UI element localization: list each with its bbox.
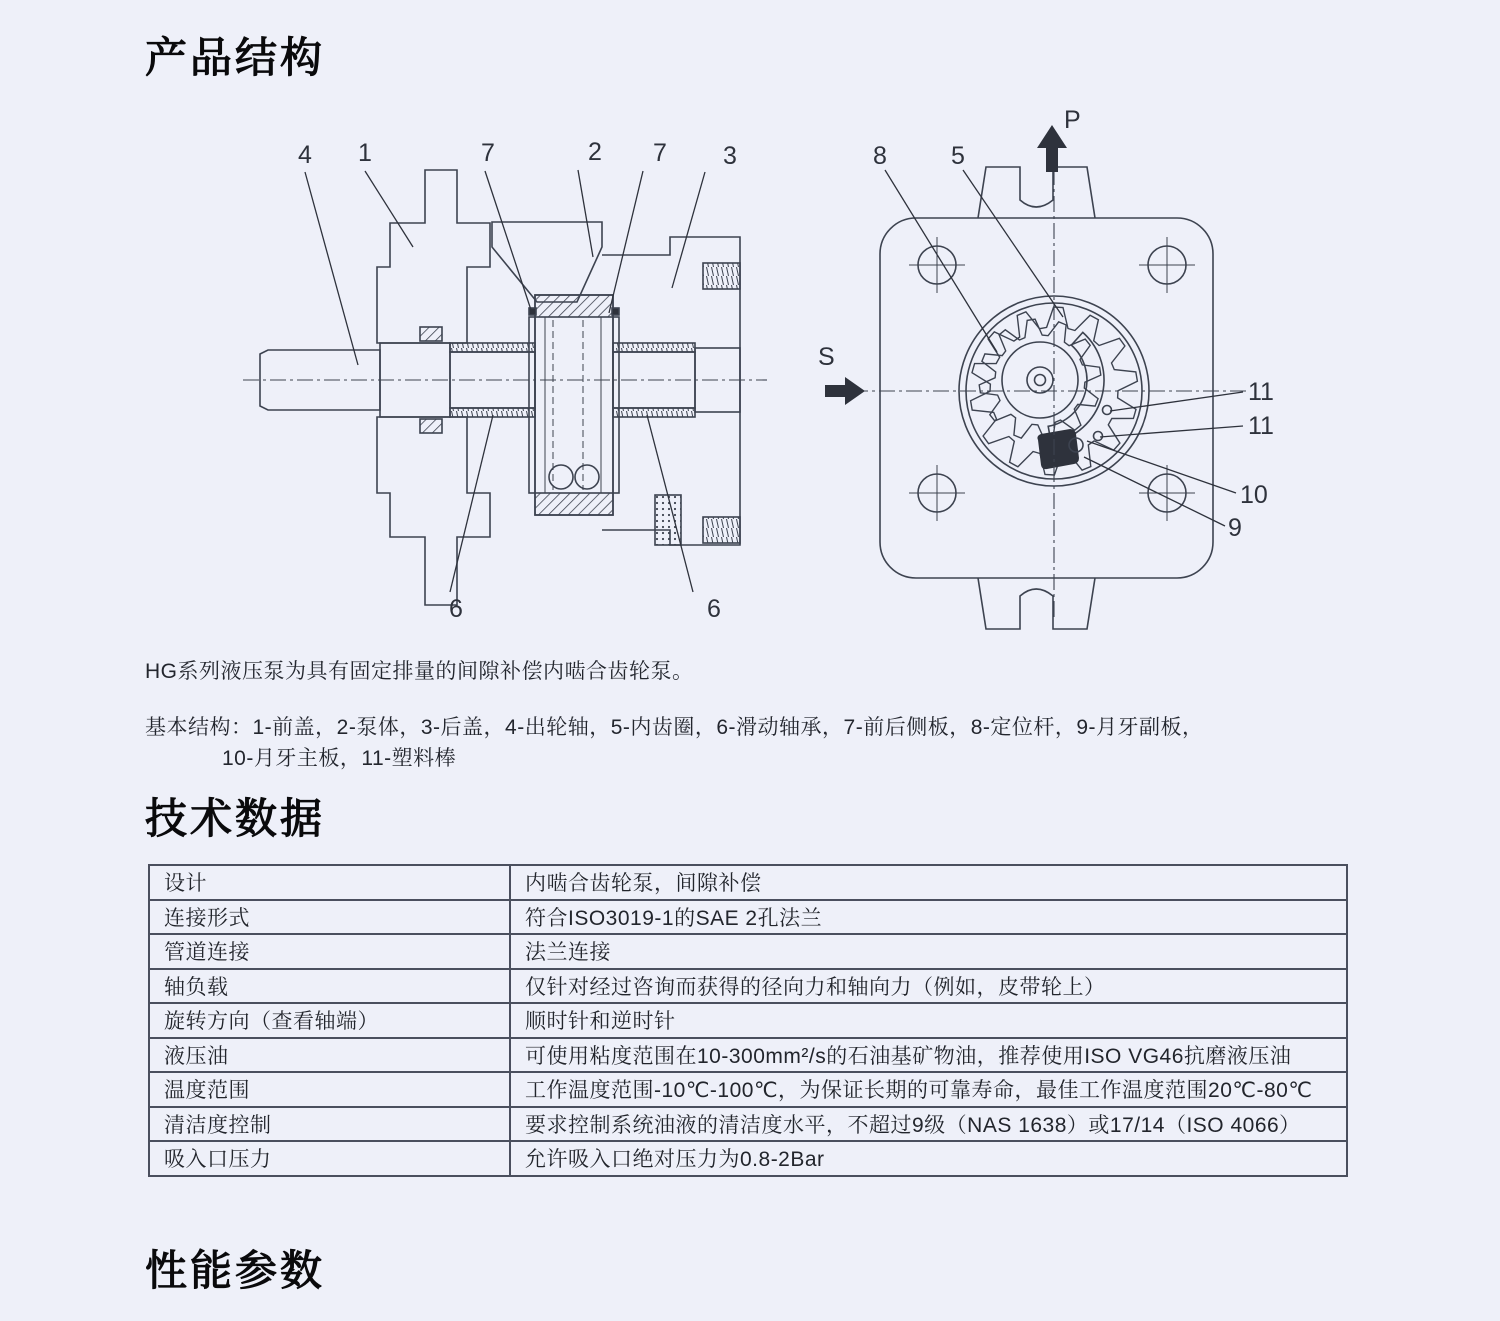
callout-2: 2 — [588, 138, 602, 166]
row-value: 可使用粘度范围在10-300mm²/s的石油基矿物油，推荐使用ISO VG46抗磨液压油 — [510, 1038, 1347, 1073]
table-row — [149, 900, 1347, 935]
section-title-performance-parameters: 性能参数 — [145, 1247, 326, 1294]
plastic-rod-lower — [1094, 432, 1103, 441]
row-label: 连接形式 — [149, 900, 510, 935]
callout-3: 3 — [723, 142, 737, 170]
flange-body — [880, 218, 1213, 578]
row-label: 吸入口压力 — [149, 1141, 510, 1176]
flange-bottom-boss — [978, 578, 1095, 629]
callout-11a: 11 — [1248, 378, 1274, 406]
row-value: 允许吸入口绝对压力为0.8-2Bar — [510, 1141, 1347, 1176]
basic-structure-line2: 10-月牙主板，11-塑料棒 — [222, 747, 457, 770]
row-label: 管道连接 — [149, 934, 510, 969]
callout-4: 4 — [298, 141, 312, 169]
crescent-plate — [1048, 332, 1104, 443]
flange-top-boss — [978, 167, 1095, 218]
callout-7a: 7 — [481, 139, 495, 167]
row-value: 符合ISO3019-1的SAE 2孔法兰 — [510, 900, 1347, 935]
technical-data-table — [148, 864, 1348, 1177]
port-label-p: P — [1064, 106, 1081, 134]
callout-5: 5 — [951, 142, 965, 170]
bearing-hatch-bottom — [535, 493, 613, 515]
table-row — [149, 1107, 1347, 1142]
table-row — [149, 1072, 1347, 1107]
row-label: 旋转方向（查看轴端） — [149, 1003, 510, 1038]
row-value: 要求控制系统油液的清洁度水平，不超过9级（NAS 1638）或17/14（ISO 4066） — [510, 1107, 1347, 1142]
callout-6b: 6 — [707, 595, 721, 623]
rear-plug-bottom — [703, 517, 740, 543]
pump-body-outline — [492, 222, 602, 302]
front-cover-outline-lower — [377, 417, 490, 605]
table-row — [149, 1003, 1347, 1038]
row-value: 法兰连接 — [510, 934, 1347, 969]
pinion-gear — [979, 319, 1101, 441]
section-title-product-structure: 产品结构 — [145, 34, 326, 81]
callout-1: 1 — [358, 139, 372, 167]
filter-dotted-area — [655, 495, 681, 545]
plastic-rod-upper — [1103, 406, 1112, 415]
callout-9: 9 — [1228, 514, 1242, 542]
row-label: 设计 — [149, 865, 510, 900]
row-value: 仅针对经过咨询而获得的径向力和轴向力（例如，皮带轮上） — [510, 969, 1347, 1004]
row-label: 轴负载 — [149, 969, 510, 1004]
bearing-hatch-top — [535, 295, 613, 317]
seal-bottom — [420, 419, 442, 433]
bearing-ball-right — [575, 465, 599, 489]
row-value: 顺时针和逆时针 — [510, 1003, 1347, 1038]
pump-cross-section-diagram — [235, 105, 775, 645]
callout-6a: 6 — [449, 595, 463, 623]
seal-top — [420, 327, 442, 341]
row-label: 温度范围 — [149, 1072, 510, 1107]
callout-10: 10 — [1240, 481, 1268, 509]
row-label: 液压油 — [149, 1038, 510, 1073]
crescent-main-plate — [1037, 429, 1079, 469]
section-title-technical-data: 技术数据 — [145, 795, 326, 842]
rear-plug-top — [703, 263, 740, 289]
sleeve-right-knurl-top — [613, 343, 695, 352]
callout-11b: 11 — [1248, 412, 1274, 440]
basic-structure-paragraph — [145, 712, 1385, 774]
table-row — [149, 969, 1347, 1004]
sleeve-right-knurl-bottom — [613, 408, 695, 417]
suction-arrow — [825, 377, 865, 405]
table-row — [149, 1038, 1347, 1073]
callout-8: 8 — [873, 142, 887, 170]
basic-structure-label: 基本结构： — [145, 716, 253, 739]
table-row — [149, 865, 1347, 900]
basic-structure-line1: 1-前盖，2-泵体，3-后盖，4-出轮轴，5-内齿圈，6-滑动轴承，7-前后侧板，8-定位杆，9-月牙副板， — [252, 716, 1204, 739]
row-label: 清洁度控制 — [149, 1107, 510, 1142]
row-value: 工作温度范围-10℃-100℃，为保证长期的可靠寿命，最佳工作温度范围20℃-80℃ — [510, 1072, 1347, 1107]
pinion-hub — [1002, 342, 1078, 418]
pressure-arrow — [1037, 125, 1067, 172]
row-value: 内啮合齿轮泵，间隙补偿 — [510, 865, 1347, 900]
port-label-s: S — [818, 343, 835, 371]
table-row — [149, 1141, 1347, 1176]
table-row — [149, 934, 1347, 969]
front-cover-outline — [377, 170, 490, 343]
intro-paragraph: HG系列液压泵为具有固定排量的间隙补偿内啮合齿轮泵。 — [145, 660, 694, 683]
pump-front-view-diagram — [810, 100, 1280, 645]
sleeve-left-knurl-top — [450, 343, 535, 352]
callout-7b: 7 — [653, 139, 667, 167]
